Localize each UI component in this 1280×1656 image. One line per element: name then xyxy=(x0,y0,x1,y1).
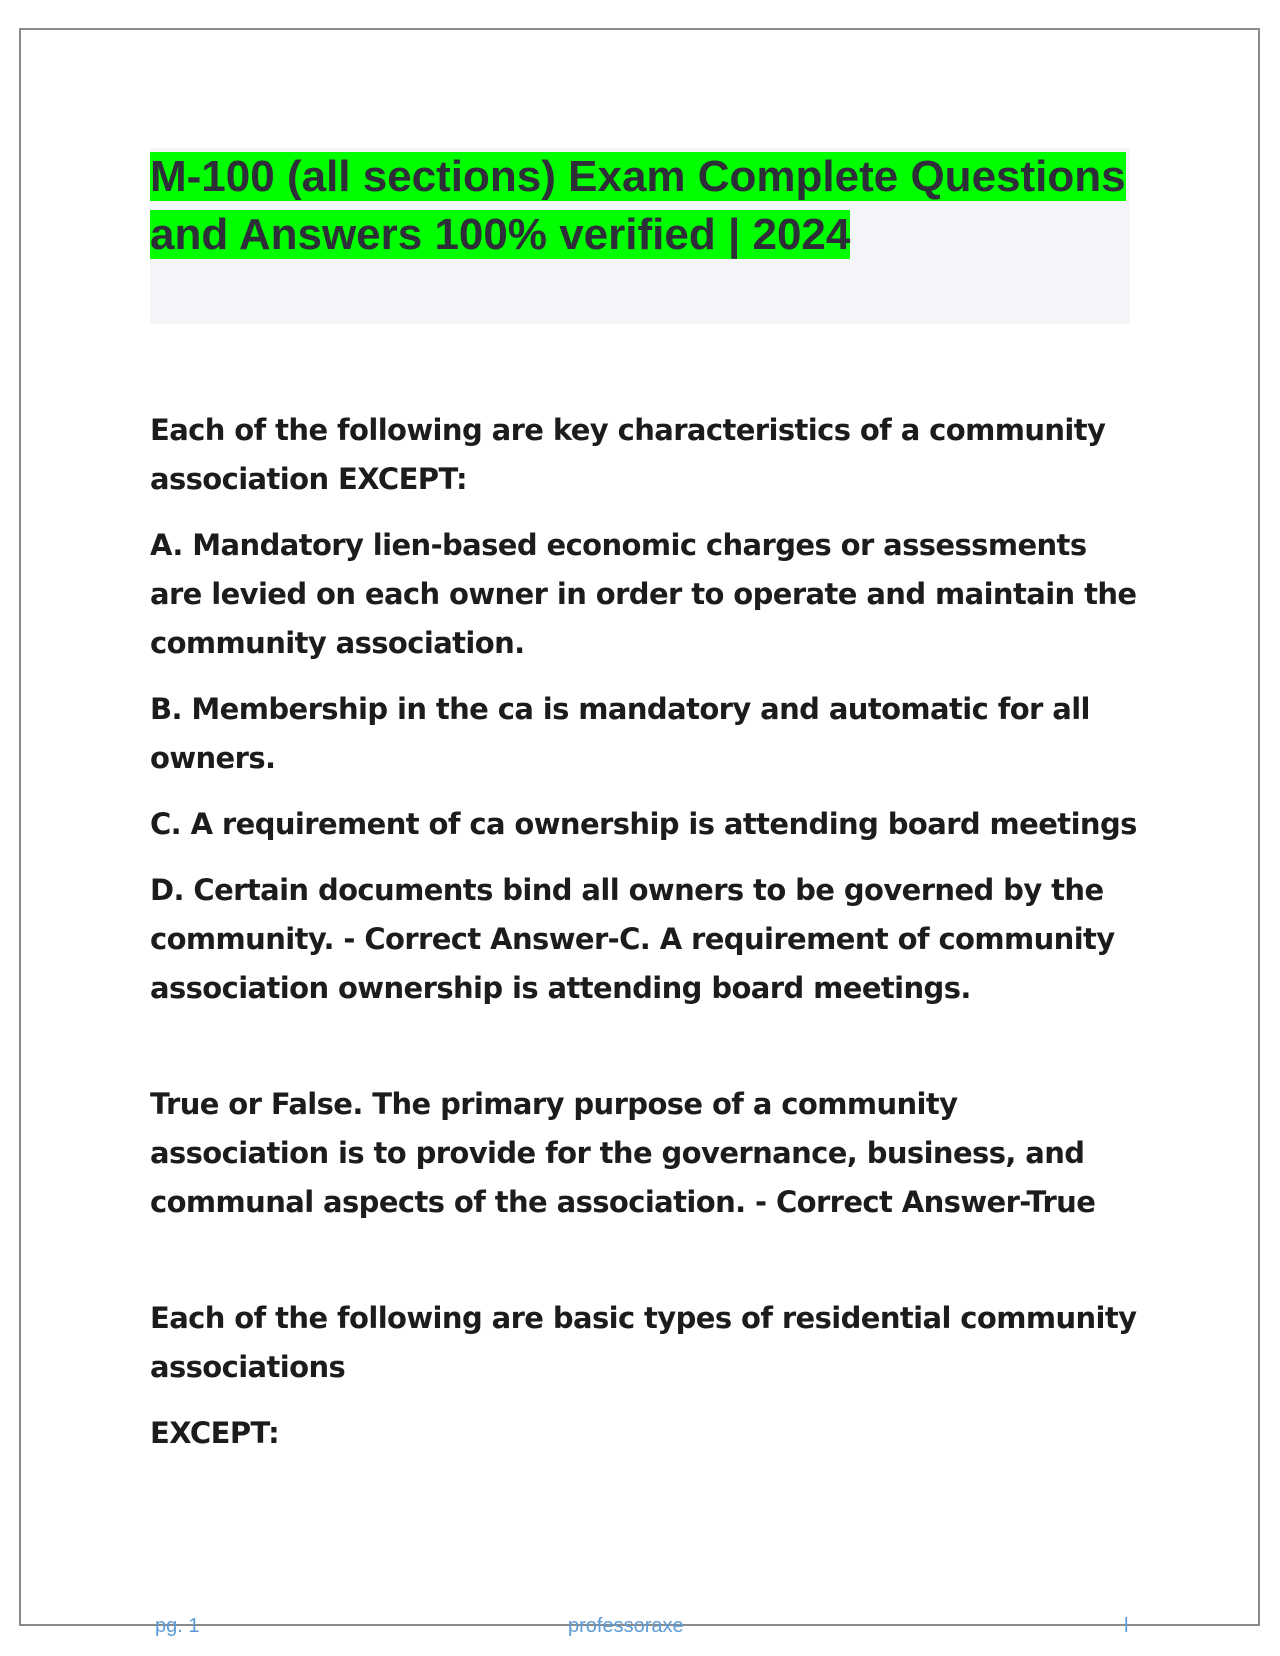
question-spacer xyxy=(150,1244,1140,1294)
question-1-option-d-answer: D. Certain documents bind all owners to be governed by the community. - Correct Answer-C. A requirement of community association ownership is attending board meetings. xyxy=(150,873,1115,1005)
footer-author: professoraxe xyxy=(568,1615,684,1637)
question-2-with-answer: True or False. The primary purpose of a community association is to provide for the governance, business, and communal aspects of the association. - Correct Answer-True xyxy=(150,1087,1096,1219)
question-1-option-a: A. Mandatory lien-based economic charges or assessments are levied on each owner in order to operate and maintain the community association. xyxy=(150,528,1137,660)
footer-right-mark: l xyxy=(1124,1615,1129,1637)
document-title xyxy=(150,148,1130,264)
question-1-stem: Each of the following are key characteristics of a community association EXCEPT: xyxy=(150,413,1106,496)
footer-page-number: pg. 1 xyxy=(155,1615,200,1637)
title-block xyxy=(150,148,1130,324)
question-3-except: EXCEPT: xyxy=(150,1416,280,1450)
document-body xyxy=(150,406,1140,1475)
question-1-option-c: C. A requirement of ca ownership is attending board meetings xyxy=(150,807,1137,841)
question-3-stem: Each of the following are basic types of residential community associations xyxy=(150,1301,1137,1384)
document-title-text: M-100 (all sections) Exam Complete Questions and Answers 100% verified | 2024 xyxy=(150,152,1126,259)
question-1-option-b: B. Membership in the ca is mandatory and automatic for all owners. xyxy=(150,692,1090,775)
question-spacer xyxy=(150,1030,1140,1080)
